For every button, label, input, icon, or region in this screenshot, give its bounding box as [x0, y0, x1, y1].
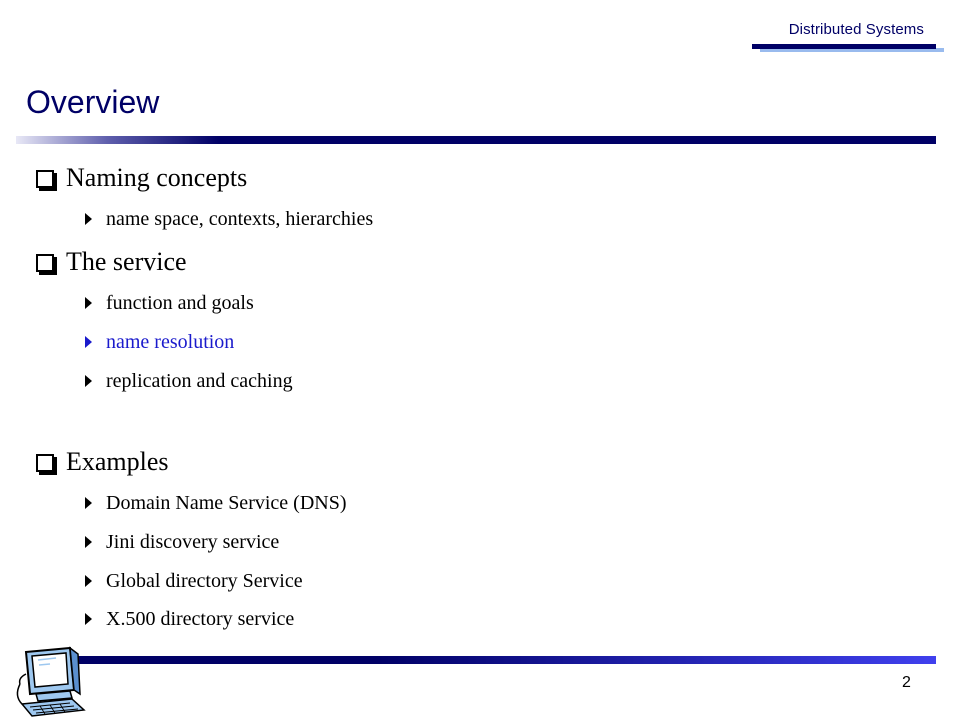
outline-item-label: replication and caching [106, 370, 293, 392]
checkbox-icon [36, 254, 54, 272]
outline-item-replication-caching [83, 369, 293, 393]
footer-rule [74, 656, 936, 664]
outline-item-naming-concepts [35, 163, 247, 193]
arrow-icon [85, 375, 92, 387]
outline-item-label: Global directory Service [106, 570, 303, 592]
page-number: 2 [902, 674, 911, 691]
arrow-icon [85, 497, 92, 509]
outline-item-label: function and goals [106, 292, 254, 314]
outline-item-label: Jini discovery service [106, 531, 280, 553]
slide-title: Overview [26, 84, 160, 120]
outline-item-dns [83, 491, 347, 515]
outline-item-label: X.500 directory service [106, 608, 295, 630]
outline-item-function-goals [83, 291, 254, 315]
outline-item-global-directory [83, 569, 303, 593]
checkbox-icon [36, 454, 54, 472]
outline-item-name-resolution [83, 330, 234, 354]
outline-item-examples [35, 447, 169, 477]
arrow-icon [85, 297, 92, 309]
course-label: Distributed Systems [788, 21, 924, 38]
arrow-icon [85, 613, 92, 625]
header-bar [752, 44, 936, 49]
outline-item-jini [83, 530, 279, 554]
outline-item-label: name space, contexts, hierarchies [106, 208, 374, 230]
arrow-icon [85, 213, 92, 225]
outline-item-x500 [83, 607, 294, 631]
checkbox-icon [36, 170, 54, 188]
arrow-icon [85, 336, 92, 348]
arrow-icon [85, 575, 92, 587]
title-rule [16, 136, 936, 144]
outline-item-name-space [83, 207, 373, 231]
computer-clipart-icon [12, 644, 92, 720]
outline-item-the-service [35, 247, 187, 277]
outline-item-label: Domain Name Service (DNS) [106, 492, 347, 514]
outline-item-label: Naming concepts [66, 163, 248, 192]
outline-item-label: name resolution [106, 331, 235, 353]
arrow-icon [85, 536, 92, 548]
outline-item-label: Examples [66, 447, 169, 476]
outline-item-label: The service [66, 247, 187, 276]
